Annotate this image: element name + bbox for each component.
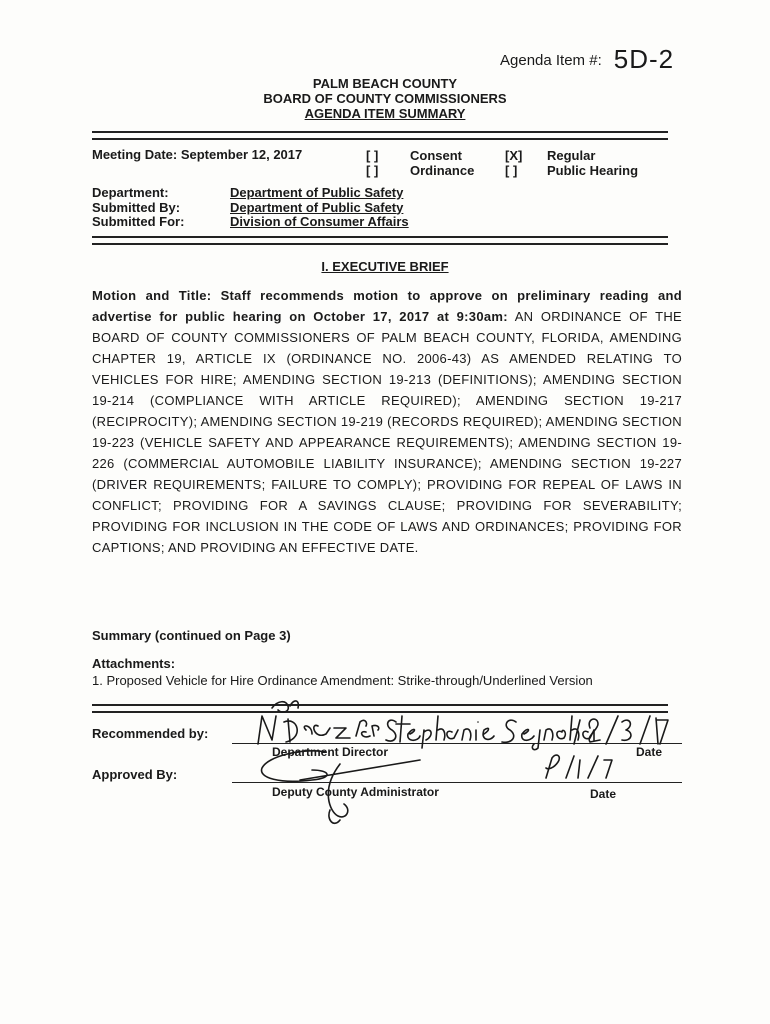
board-name: BOARD OF COUNTY COMMISSIONERS xyxy=(263,91,507,106)
agenda-item-value: 5D-2 xyxy=(613,44,675,74)
attachment-item: 1. Proposed Vehicle for Hire Ordinance Amendment: Strike-through/Underlined Version xyxy=(92,673,593,688)
signature-1-date xyxy=(574,716,668,744)
ordinance-label: Ordinance xyxy=(410,163,475,178)
approved-date-caption: Date xyxy=(590,787,617,801)
initials-mark xyxy=(272,701,298,712)
approved-by-label: Approved By: xyxy=(92,767,178,782)
ordinance-title: AN ORDINANCE OF THE BOARD OF COUNTY COMMISSIONERS OF PALM BEACH COUNTY, FLORIDA, AMENDING CHAPTER 19, ARTICLE IX (ORDINANCE NO. 2006-43) AS AMENDED RELATING TO VEHICLES FOR HIRE; AMENDING SECTION 19-213 (DEFINITIONS); AMENDING SECTION 19-214 (COMPLIANCE WITH ARTICLE REQUIRED); AMENDING SECTION 19-217 (RECIPROCITY); AMENDING SECTION 19-219 (RECORDS REQUIRED); AMENDING SECTION 19-223 (VEHICLE SAFETY AND APPEARANCE REQUIREMENTS); AMENDING SECTION 19-226 (COMMERCIAL AUTOMOBILE LIABILITY INSURANCE); AMENDING SECTION 19-227 (DRIVER REQUIREMENTS; FAILURE TO COMPLY); PROVIDING FOR REPEAL OF LAWS IN CONFLICT; PROVIDING FOR A SAVINGS CLAUSE; PROVIDING FOR SEVERABILITY; PROVIDING FOR INCLUSION IN THE CODE OF LAWS AND ORDINANCES; PROVIDING FOR CAPTIONS; AND PROVIDING AN EFFECTIVE DATE. xyxy=(92,309,682,555)
regular-checkbox: [X] [ ] xyxy=(505,148,523,178)
recommended-date-caption: Date xyxy=(636,745,663,759)
section-title: I. EXECUTIVE BRIEF xyxy=(321,259,449,274)
deputy-administrator-caption: Deputy County Administrator xyxy=(272,785,439,799)
signature-2-date xyxy=(546,755,612,778)
agenda-item-label: Agenda Item #: xyxy=(500,52,602,69)
submitted-for-value: Division of Consumer Affairs xyxy=(230,214,409,229)
department-label: Department: xyxy=(92,185,169,200)
consent-label: Consent xyxy=(410,148,462,163)
recommended-by-label: Recommended by: xyxy=(92,726,209,741)
hearing-label: Public Hearing xyxy=(547,163,639,178)
ordinance-checkbox: [ ] xyxy=(366,163,379,178)
signature-1 xyxy=(258,716,594,750)
county-name: PALM BEACH COUNTY xyxy=(312,76,458,91)
department-value: Department of Public Safety xyxy=(230,185,404,200)
summary-title: AGENDA ITEM SUMMARY xyxy=(304,106,466,121)
submitted-by-value: Department of Public Safety xyxy=(230,199,404,215)
motion-heading: Motion and Title: Staff recommends motion to approve on preliminary reading and advertise for public hearing on October 17, 2017 at 9:30am: xyxy=(92,288,682,324)
hearing-checkbox: [ ] xyxy=(505,163,518,178)
regular-label: Regular xyxy=(547,148,596,163)
summary-note: Summary (continued on Page 3) xyxy=(92,628,291,643)
submitted-for-label: Submitted For: xyxy=(92,214,185,229)
consent-checkbox: [ ] [ ] xyxy=(366,148,379,178)
submitted-by-label: Submitted By: xyxy=(92,199,181,215)
department-director-caption: Department Director xyxy=(272,745,389,759)
attachments-label: Attachments: xyxy=(92,656,176,671)
meeting-date: Meeting Date: September 12, 2017 xyxy=(92,147,303,162)
signature-2 xyxy=(262,751,420,823)
